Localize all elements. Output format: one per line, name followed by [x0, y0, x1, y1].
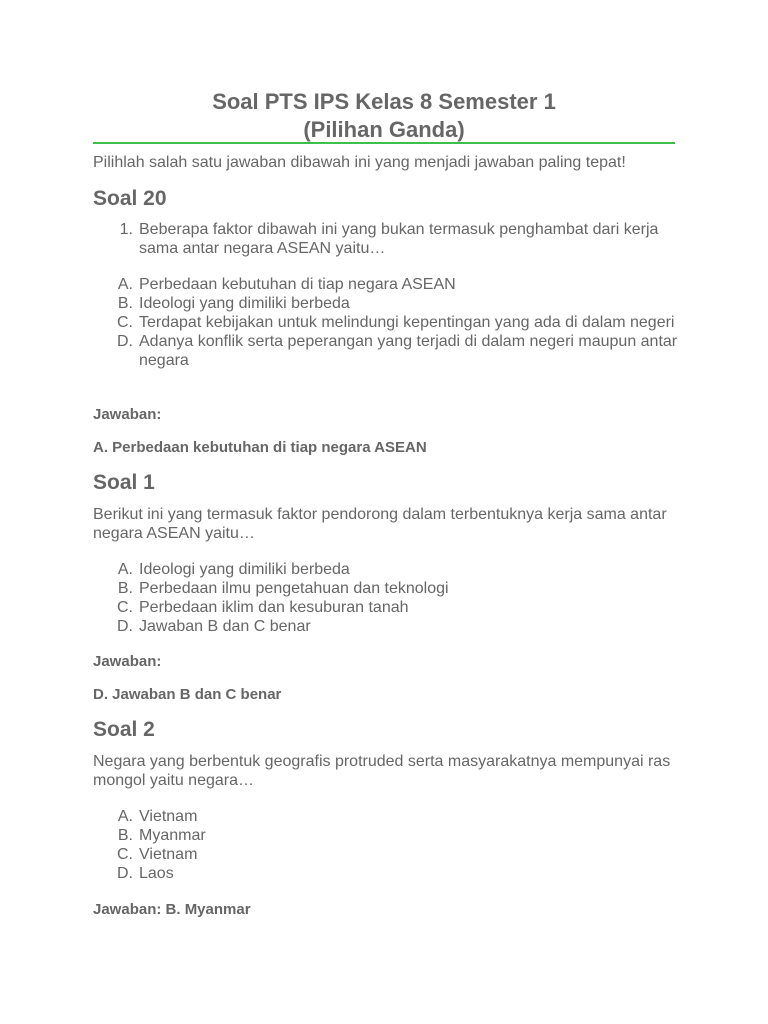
option-letter: A. — [117, 808, 133, 825]
answer-label-20: Jawaban: — [93, 406, 162, 423]
question-20-options — [93, 275, 683, 370]
option-letter: C. — [117, 846, 133, 863]
option-text: Vietnam — [139, 808, 198, 825]
option-text: Vietnam — [139, 846, 198, 863]
option-text: Jawaban B dan C benar — [139, 618, 311, 635]
option-letter: B. — [117, 580, 133, 597]
option-a — [93, 275, 683, 294]
option-letter: A. — [117, 276, 133, 293]
instructions: Pilihlah salah satu jawaban dibawah ini yang menjadi jawaban paling tepat! — [93, 154, 626, 171]
answer-label-1: Jawaban: — [93, 653, 162, 670]
option-c — [93, 598, 683, 617]
option-letter: C. — [117, 314, 133, 331]
option-text: Perbedaan ilmu pengetahuan dan teknologi — [139, 580, 449, 597]
option-text: Adanya konflik serta peperangan yang terjadi di dalam negeri maupun antar negara — [139, 333, 678, 369]
option-letter: A. — [117, 561, 133, 578]
option-text: Terdapat kebijakan untuk melindungi kepentingan yang ada di dalam negeri — [139, 314, 675, 331]
option-b — [93, 294, 683, 313]
question-20-stem — [93, 220, 683, 258]
option-text: Perbedaan kebutuhan di tiap negara ASEAN — [139, 276, 456, 293]
page-title-line-2: (Pilihan Ganda) — [303, 117, 465, 142]
option-d — [93, 332, 683, 370]
option-letter: D. — [117, 865, 133, 882]
answer-20: A. Perbedaan kebutuhan di tiap negara ASEAN — [93, 439, 427, 456]
option-text: Ideologi yang dimiliki berbeda — [139, 295, 350, 312]
answer-2: Jawaban: B. Myanmar — [93, 901, 251, 918]
option-letter: D. — [117, 618, 133, 635]
option-text: Laos — [139, 865, 174, 882]
option-a — [93, 807, 683, 826]
answer-1: D. Jawaban B dan C benar — [93, 686, 282, 703]
question-number: 1. — [119, 221, 133, 238]
option-c — [93, 845, 683, 864]
option-c — [93, 313, 683, 332]
option-letter: C. — [117, 599, 133, 616]
question-2-text: Negara yang berbentuk geografis protruded serta masyarakatnya mempunyai ras mongol yaitu negara… — [93, 753, 671, 789]
question-1-text: Berikut ini yang termasuk faktor pendorong dalam terbentuknya kerja sama antar negara ASEAN yaitu… — [93, 506, 667, 542]
question-heading-20: Soal 20 — [93, 187, 167, 210]
option-text: Perbedaan iklim dan kesuburan tanah — [139, 599, 409, 616]
question-2-options — [93, 807, 683, 883]
question-heading-1: Soal 1 — [93, 471, 155, 494]
option-letter: B. — [117, 295, 133, 312]
option-a — [93, 560, 683, 579]
title-divider — [93, 142, 675, 144]
question-text: Beberapa faktor dibawah ini yang bukan termasuk penghambat dari kerja sama antar negara ASEAN yaitu… — [139, 221, 659, 257]
option-d — [93, 617, 683, 636]
option-d — [93, 864, 683, 883]
option-text: Myanmar — [139, 827, 206, 844]
option-b — [93, 579, 683, 598]
option-letter: B. — [117, 827, 133, 844]
question-1-options — [93, 560, 683, 636]
page-title — [93, 88, 675, 144]
page-title-line-1: Soal PTS IPS Kelas 8 Semester 1 — [212, 89, 556, 114]
option-letter: D. — [117, 333, 133, 350]
list-item — [93, 220, 683, 258]
option-text: Ideologi yang dimiliki berbeda — [139, 561, 350, 578]
option-b — [93, 826, 683, 845]
question-heading-2: Soal 2 — [93, 718, 155, 741]
